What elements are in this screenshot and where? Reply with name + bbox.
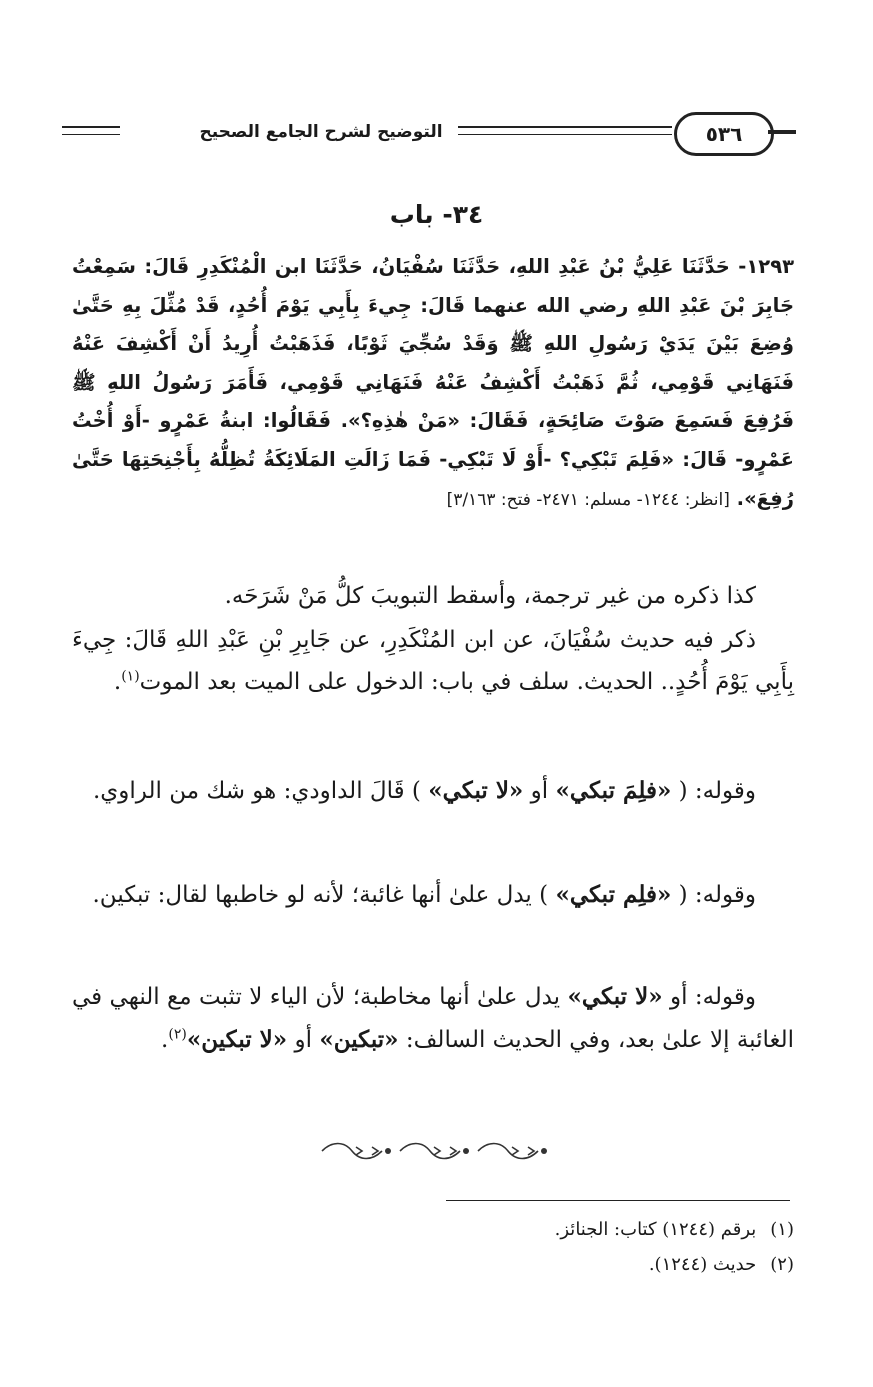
footnote-number: (١) <box>770 1219 794 1240</box>
footnote-2 <box>72 1247 794 1282</box>
hadith-reference: [انظر: ١٢٤٤- مسلم: ٢٤٧١- فتح: ٣/١٦٣] <box>446 489 730 510</box>
header-rule-left-bottom <box>62 134 120 135</box>
header-rule-right-bottom <box>458 134 672 135</box>
quoted-phrase: «لا تبكي» <box>428 777 524 804</box>
commentary-paragraph-3 <box>72 770 794 813</box>
commentary-text: كذا ذكره من غير ترجمة، وأسقط التبويبَ كلُّ مَنْ شَرَحَه. <box>224 583 756 609</box>
quoted-phrase: «لا تبكي» <box>567 983 663 1010</box>
quoted-phrase: «فلِمَ تبكي» <box>555 777 672 804</box>
header-title: التوضيح لشرح الجامع الصحيح <box>199 122 443 142</box>
commentary-text: ) قَالَ الداودي: هو شك من الراوي. <box>92 778 421 804</box>
header-rule-right-top <box>458 126 672 128</box>
quoted-phrase: «لا تبكين» <box>186 1025 288 1053</box>
section-end-ornament <box>316 1138 556 1164</box>
commentary-paragraph-1 <box>72 576 794 618</box>
commentary-text: أو <box>287 1026 320 1053</box>
footnote-separator <box>446 1200 790 1201</box>
footnote-1 <box>72 1212 794 1247</box>
commentary-text: وقوله: ( <box>678 882 756 908</box>
page-number: ٥٣٦ <box>674 112 774 156</box>
footnote-number: (٢) <box>770 1254 794 1275</box>
commentary-text: وقوله: ( <box>678 778 756 804</box>
commentary-text: أو <box>523 778 556 804</box>
footnotes <box>72 1212 794 1282</box>
quoted-phrase: «فلِم تبكي» <box>555 881 672 908</box>
commentary-paragraph-4 <box>72 874 794 917</box>
commentary-text: يدل علىٰ أنها مخاطبة؛ لأن الياء لا تثبت مع النهي في الغائبة إلا علىٰ بعد، وفي الحديث السالف: <box>72 984 794 1053</box>
page-number-ornament <box>768 130 796 134</box>
header-rule-left-top <box>62 126 120 128</box>
commentary-paragraph-5: وقوله: أو «لا تبكي» يدل علىٰ أنها مخاطبة؛ لأن الياء لا تثبت مع النهي في الغائبة إلا علىٰ بعد، وفي الحديث السالف: «تبكين» أو «لا تبكين»$^{(٢)}$. <box>72 983 794 1053</box>
commentary-text: ذكر فيه حديث سُفْيَانَ، عن ابن المُنْكَدِرِ، عن جَابِرِ بْنِ عَبْدِ اللهِ قَالَ: جِيءَ بِأَبِي يَوْمَ أُحُدٍ.. الحديث. سلف في باب: الدخول على الميت بعد الموت <box>72 627 794 695</box>
commentary-text: وقوله: أو <box>662 984 756 1010</box>
quoted-phrase: «تبكين» <box>319 1025 399 1053</box>
footnote-ref-1[interactable]: (١) <box>121 667 140 684</box>
hadith-body: ١٢٩٣- حَدَّثَنَا عَلِيُّ بْنُ عَبْدِ اللهِ، حَدَّثَنَا سُفْيَانُ، حَدَّثَنَا ابن الْمُنْكَدِرِ قَالَ: سَمِعْتُ جَابِرَ بْنَ عَبْدِ اللهِ رضي الله عنهما قَالَ: جِيءَ بِأَبِي يَوْمَ أُحُدٍ، قَدْ مُثِّلَ بِهِ حَتَّىٰ وُضِعَ بَيْنَ يَدَيْ رَسُولِ اللهِ ﷺ وَقَدْ سُجِّيَ ثَوْبًا، فَذَهَبْتُ أُرِيدُ أَنْ أَكْشِفَ عَنْهُ فَنَهَانِي قَوْمِي، ثُمَّ ذَهَبْتُ أَكْشِفُ عَنْهُ فَنَهَانِي قَوْمِي، فَأَمَرَ رَسُولُ اللهِ ﷺ فَرُفِعَ فَسَمِعَ صَوْتَ صَائِحَةٍ، فَقَالَ: «مَنْ هٰذِهِ؟». فَقَالُوا: ابنةُ عَمْرٍو -أَوْ أُخْتُ عَمْرٍو- قَالَ: «فَلِمَ تَبْكِي؟ -أَوْ لَا تَبْكِي- فَمَا زَالَتِ المَلَائِكَةُ تُظِلُّهُ بِأَجْنِحَتِهَا حَتَّىٰ رُفِعَ». <box>72 255 794 510</box>
hadith-text <box>72 248 794 519</box>
footnote-ref-2[interactable]: (٢) <box>168 1025 187 1042</box>
commentary-paragraph-2: ذكر فيه حديث سُفْيَانَ، عن ابن المُنْكَدِرِ، عن جَابِرِ بْنِ عَبْدِ اللهِ قَالَ: جِيءَ بِأَبِي يَوْمَ أُحُدٍ.. الحديث. سلف في باب: الدخول على الميت بعد الموت$^{(١)}$. <box>72 627 794 695</box>
running-header <box>62 110 796 162</box>
footnote-text: برقم (١٢٤٤) كتاب: الجنائز. <box>554 1219 757 1240</box>
chapter-title: ٣٤- باب <box>389 200 484 229</box>
footnote-text: حديث (١٢٤٤). <box>648 1254 757 1275</box>
commentary-text: ) يدل علىٰ أنها غائبة؛ لأنه لو خاطبها لقال: تبكين. <box>92 882 549 908</box>
